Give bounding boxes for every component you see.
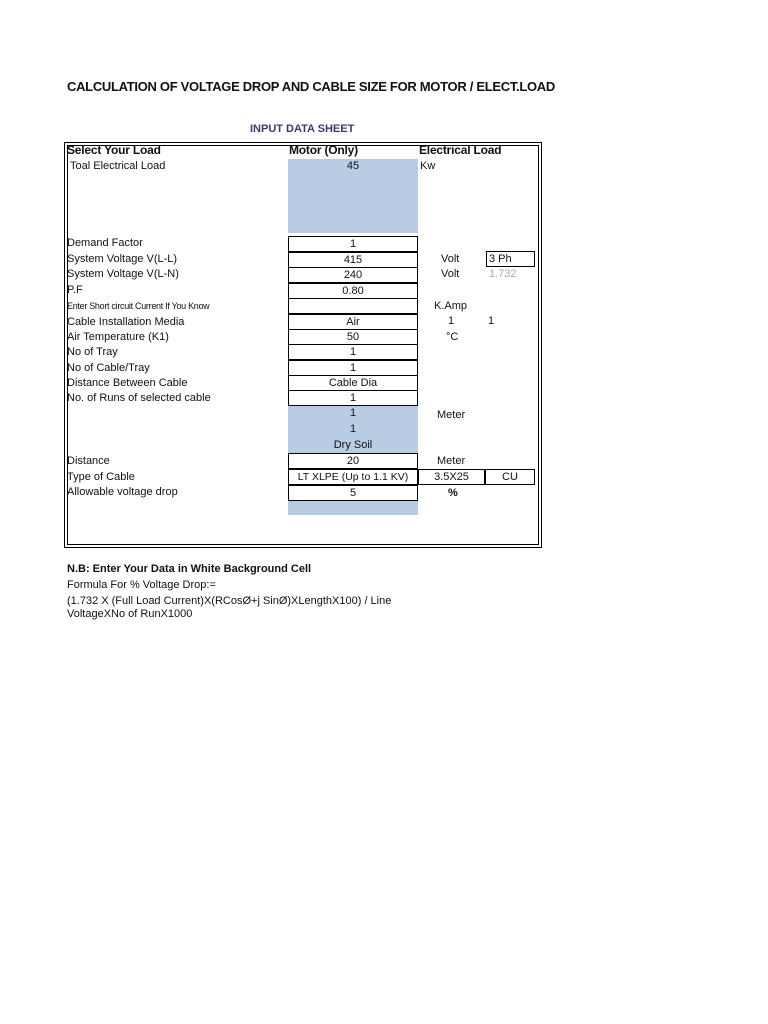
unit-kw: Kw — [420, 160, 436, 172]
label-no-runs: No. of Runs of selected cable — [67, 392, 211, 404]
header-electrical-load: Electrical Load — [419, 143, 502, 157]
media-factor-1: 1 — [448, 315, 455, 327]
label-voltage-ll: System Voltage V(L-L) — [67, 253, 178, 265]
unit-volt-ln: Volt — [441, 268, 460, 280]
cable-per-tray-field[interactable]: 1 — [288, 360, 418, 376]
blue-bottom-cell — [288, 501, 418, 515]
demand-factor-field[interactable]: 1 — [288, 236, 418, 252]
pf-field[interactable]: 0.80 — [288, 283, 418, 299]
label-short-circuit: Enter Short circuit Current If You Know — [67, 301, 210, 311]
label-type-cable: Type of Cable — [67, 471, 135, 483]
short-circuit-field[interactable] — [288, 298, 418, 314]
label-distance: Distance — [67, 455, 110, 467]
phase-field[interactable]: 3 Ph — [486, 251, 535, 267]
label-cable-per-tray: No of Cable/Tray — [67, 362, 150, 374]
unit-celsius: °C — [446, 331, 459, 343]
unit-percent: % — [448, 487, 458, 499]
unit-volt-ll: Volt — [441, 253, 460, 265]
no-runs-field[interactable]: 1 — [288, 390, 418, 406]
header-select-load: Select Your Load — [67, 143, 161, 157]
allowable-drop-field[interactable]: 5 — [288, 485, 418, 501]
voltage-ll-field[interactable]: 415 — [288, 252, 418, 268]
label-voltage-ln: System Voltage V(L-N) — [67, 268, 179, 280]
total-load-field: 45 — [288, 159, 418, 175]
computed-cell-1: 1 — [288, 406, 418, 422]
air-temp-field[interactable]: 50 — [288, 329, 418, 345]
computed-cell-2: 1 — [288, 422, 418, 438]
cable-size-field[interactable]: 3.5X25 — [418, 469, 485, 485]
label-total-load: Toal Electrical Load — [70, 160, 166, 172]
label-no-tray: No of Tray — [67, 346, 118, 358]
cable-type-select[interactable]: LT XLPE (Up to 1.1 KV) — [288, 469, 418, 485]
distance-between-select[interactable]: Cable Dia — [288, 375, 418, 391]
page-title: CALCULATION OF VOLTAGE DROP AND CABLE SIZE FOR MOTOR / ELECT.LOAD — [67, 79, 555, 94]
blue-filler-block — [288, 175, 418, 233]
unit-meter-1: Meter — [437, 409, 466, 421]
cable-material-field[interactable]: CU — [485, 469, 535, 485]
formula-line-1: (1.732 X (Full Load Current)X(RCosØ+j SinØ)XLengthX100) / Line — [67, 595, 392, 607]
label-air-temp: Air Temperature (K1) — [67, 331, 169, 343]
label-demand-factor: Demand Factor — [67, 237, 143, 249]
sheet-subtitle: INPUT DATA SHEET — [250, 123, 355, 135]
no-tray-field[interactable]: 1 — [288, 344, 418, 360]
voltage-ln-field[interactable]: 240 — [288, 267, 418, 283]
media-factor-2: 1 — [488, 315, 495, 327]
formula-line-2: VoltageXNo of RunX1000 — [67, 608, 193, 620]
header-motor: Motor (Only) — [289, 143, 358, 157]
note-nb: N.B: Enter Your Data in White Background Cell — [67, 563, 312, 575]
label-pf: P.F — [67, 284, 83, 296]
label-distance-between: Distance Between Cable — [67, 377, 188, 389]
install-media-select[interactable]: Air — [288, 314, 418, 330]
distance-field[interactable]: 20 — [288, 453, 418, 469]
label-allowable-drop: Allowable voltage drop — [67, 486, 178, 498]
label-install-media: Cable Installation Media — [67, 316, 185, 328]
unit-meter-2: Meter — [437, 455, 466, 467]
unit-kamp: K.Amp — [434, 300, 468, 312]
root3-value: 1.732 — [489, 268, 517, 280]
formula-title: Formula For % Voltage Drop:= — [67, 579, 216, 591]
computed-cell-3: Dry Soil — [288, 438, 418, 454]
